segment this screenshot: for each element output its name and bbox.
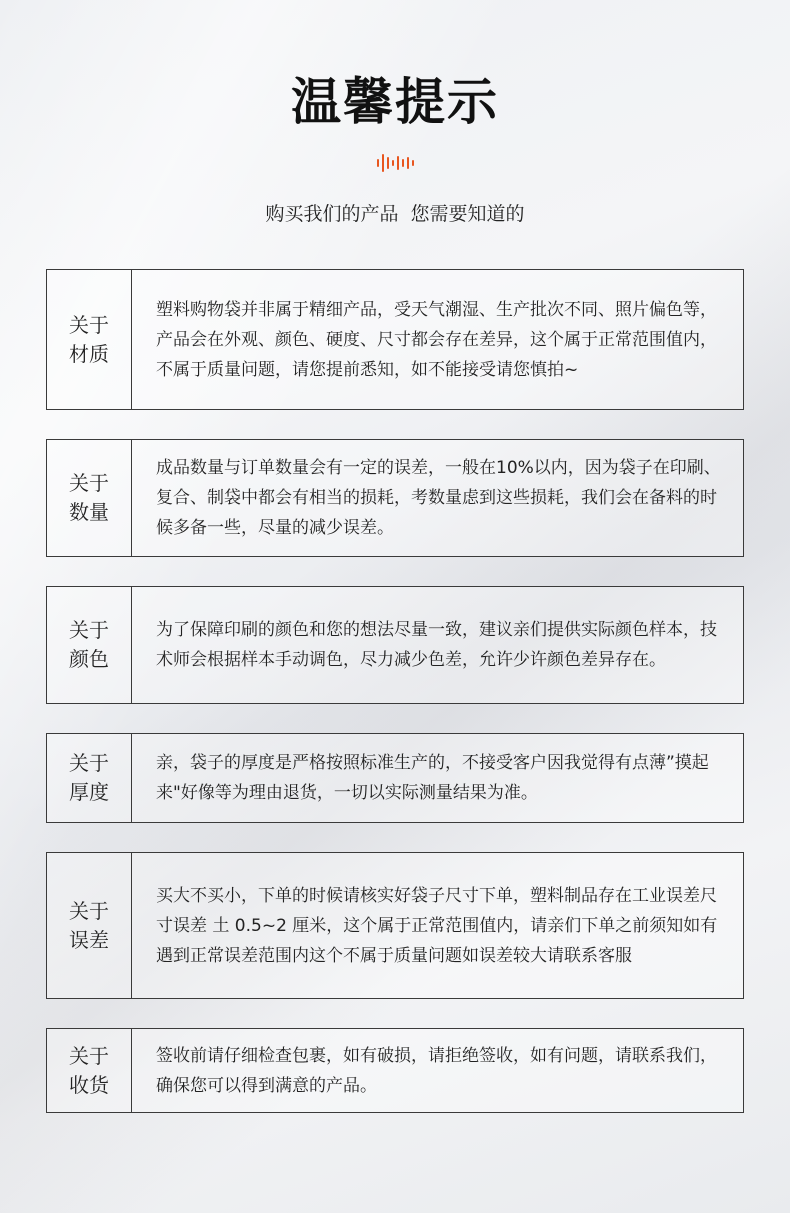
notice-text: 亲，袋子的厚度是严格按照标准生产的，不接受客户因我觉得有点薄”摸起来"好像等为理由退货，一切以实际测量结果为准。	[156, 753, 709, 803]
notice-label: 关于 数量	[47, 440, 132, 556]
notice-text: 成品数量与订单数量会有一定的误差，一般在10%以内，因为袋子在印刷、复合、制袋中都会有相当的损耗，考数量虑到这些损耗，我们会在备料的时候多备一些，尽量的减少误差。	[156, 458, 721, 538]
notice-quantity	[46, 439, 744, 557]
page-title: 温馨提示	[291, 73, 499, 131]
notice-color	[46, 586, 744, 704]
notice-label: 关于 厚度	[47, 734, 132, 822]
notice-thickness	[46, 733, 744, 823]
notice-material	[46, 269, 744, 410]
notice-label: 关于 材质	[47, 270, 132, 409]
page-subtitle: 购买我们的产品 您需要知道的	[265, 203, 525, 225]
notice-receiving	[46, 1028, 744, 1113]
notice-text: 为了保障印刷的颜色和您的想法尽量一致，建议亲们提供实际颜色样本，技术师会根据样本手动调色，尽力减少色差，允许少许颜色差异存在。	[156, 620, 717, 670]
notice-text: 塑料购物袋并非属于精细产品，受天气潮湿、生产批次不同、照片偏色等，产品会在外观、颜色、硬度、尺寸都会存在差异，这个属于正常范围值内，不属于质量问题，请您提前悉知，如不能接受请您慎拍~	[156, 299, 717, 380]
notice-text: 签收前请仔细检查包裹，如有破损，请拒绝签收，如有问题，请联系我们，确保您可以得到满意的产品。	[156, 1045, 717, 1096]
sound-wave-icon	[375, 152, 415, 174]
notice-label: 关于 误差	[47, 853, 132, 998]
notice-label: 关于 收货	[47, 1029, 132, 1112]
notice-label: 关于 颜色	[47, 587, 132, 703]
notice-tolerance	[46, 852, 744, 999]
notice-text: 买大不买小，下单的时候请核实好袋子尺寸下单，塑料制品存在工业误差尺寸误差 土 0.5~2 厘米，这个属于正常范围值内，请亲们下单之前须知如有遇到正常误差范围内这个不属于质量问题如误差较大请联系客服	[156, 885, 718, 966]
